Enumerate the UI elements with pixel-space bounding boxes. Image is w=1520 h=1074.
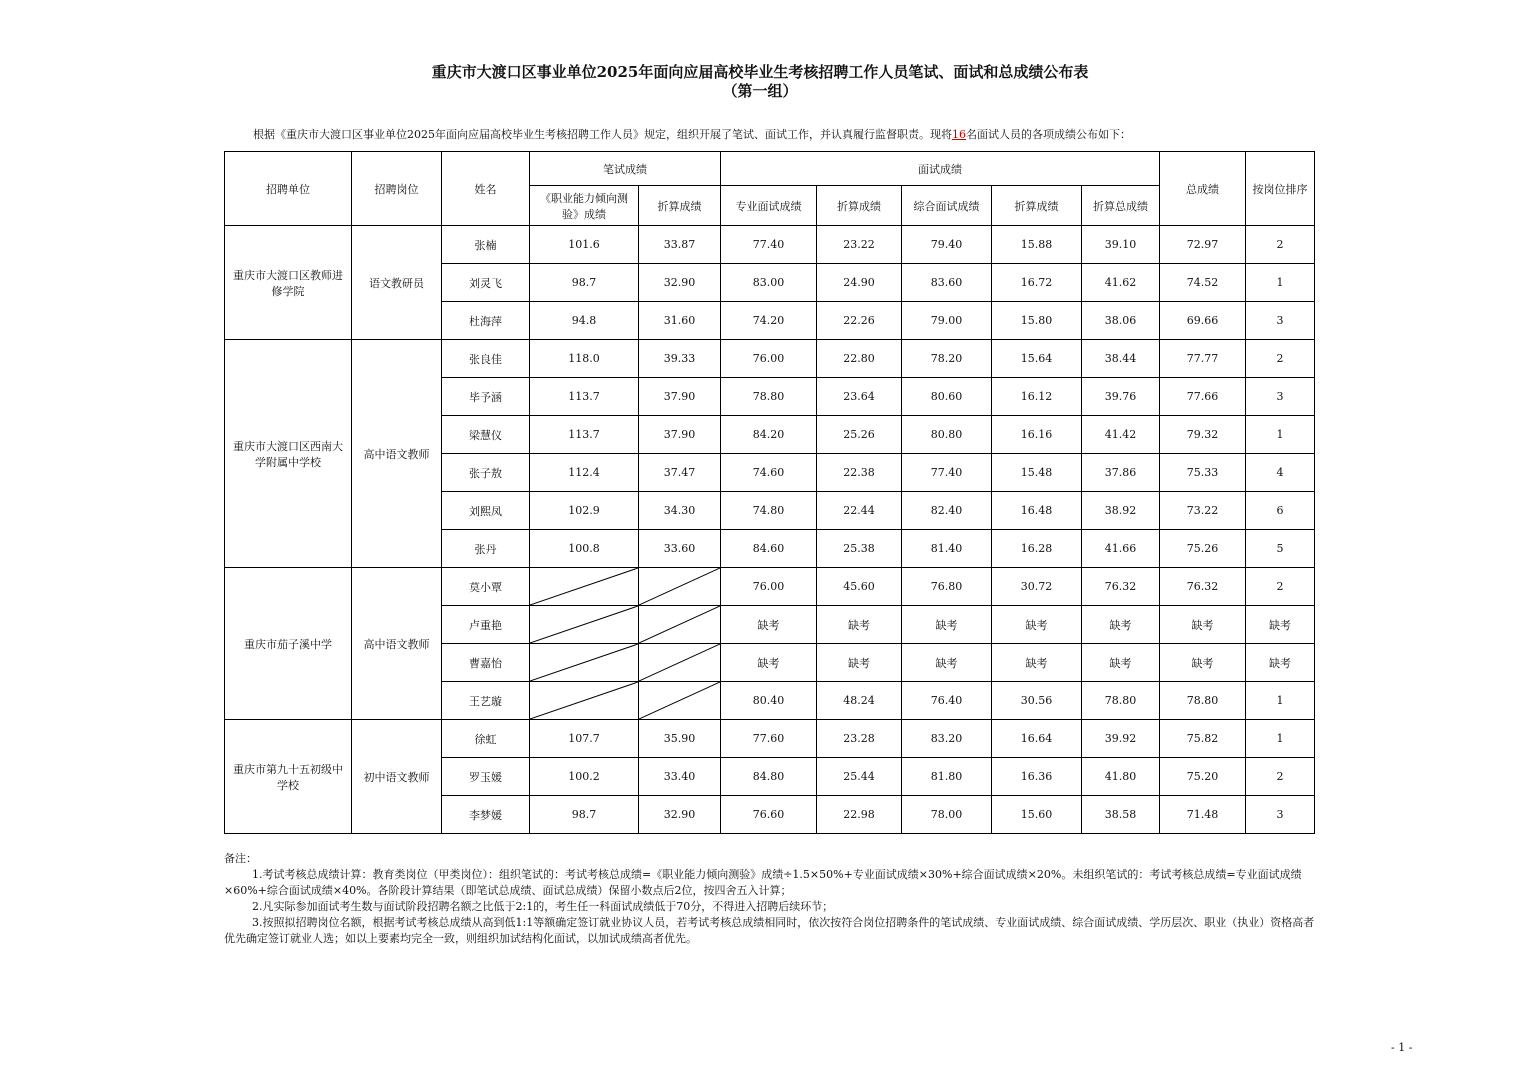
rank-cell: 2 xyxy=(1246,568,1315,606)
comprehensive-converted-cell: 16.28 xyxy=(992,530,1082,568)
comprehensive-converted-cell: 16.72 xyxy=(992,264,1082,302)
comprehensive-score-cell: 79.40 xyxy=(902,226,992,264)
comprehensive-score-cell: 缺考 xyxy=(902,644,992,682)
name-cell: 徐虹 xyxy=(442,720,530,758)
written-converted-cell: 32.90 xyxy=(639,796,721,834)
comprehensive-converted-cell: 30.72 xyxy=(992,568,1082,606)
comprehensive-converted-cell: 15.60 xyxy=(992,796,1082,834)
rank-cell: 5 xyxy=(1246,530,1315,568)
comprehensive-score-cell: 76.40 xyxy=(902,682,992,720)
name-cell: 张丹 xyxy=(442,530,530,568)
written-score-cell: 98.7 xyxy=(530,264,639,302)
written-score-cell: 113.7 xyxy=(530,416,639,454)
name-cell: 曹嘉怡 xyxy=(442,644,530,682)
comprehensive-converted-cell: 16.64 xyxy=(992,720,1082,758)
unit-cell: 重庆市第九十五初级中学校 xyxy=(225,720,352,834)
interview-total-cell: 37.86 xyxy=(1082,454,1160,492)
comprehensive-score-cell: 82.40 xyxy=(902,492,992,530)
professional-converted-cell: 23.64 xyxy=(817,378,902,416)
professional-score-cell: 80.40 xyxy=(721,682,817,720)
diagonal-slash-icon xyxy=(639,644,720,681)
total-score-cell: 缺考 xyxy=(1160,606,1246,644)
intro-before: 根据《重庆市大渡口区事业单位2025年面向应届高校毕业生考核招聘工作人员》规定，组织开展了笔试、面试工作，并认真履行监督职责。现将 xyxy=(253,128,952,141)
diagonal-slash-icon xyxy=(639,606,720,643)
professional-score-cell: 缺考 xyxy=(721,606,817,644)
interview-total-cell: 41.66 xyxy=(1082,530,1160,568)
intro-paragraph xyxy=(253,126,1131,142)
comprehensive-score-cell: 83.60 xyxy=(902,264,992,302)
name-cell: 张楠 xyxy=(442,226,530,264)
diagonal-slash-icon xyxy=(530,606,638,643)
interview-total-cell: 38.92 xyxy=(1082,492,1160,530)
interview-total-cell: 38.06 xyxy=(1082,302,1160,340)
interview-total-cell: 41.62 xyxy=(1082,264,1160,302)
name-cell: 毕予涵 xyxy=(442,378,530,416)
rank-cell: 2 xyxy=(1246,226,1315,264)
note-1: 1.考试考核总成绩计算：教育类岗位（甲类岗位）：组织笔试的：考试考核总成绩=《职业能力倾向测验》成绩÷1.5×50%+专业面试成绩×30%+综合面试成绩×20%。未组织笔试的：考试考核总成绩=专业面试成绩×60%+综合面试成绩×40%。各阶段计算结果（即笔试总成绩、面试总成绩）保留小数点后2位，按四舍五入计算； xyxy=(224,868,1302,897)
written-score-cell: 113.7 xyxy=(530,378,639,416)
professional-score-cell: 76.00 xyxy=(721,568,817,606)
written-converted-cell: 37.90 xyxy=(639,378,721,416)
interview-total-cell: 39.92 xyxy=(1082,720,1160,758)
written-score-cell: 101.6 xyxy=(530,226,639,264)
written-converted-cell: 33.60 xyxy=(639,530,721,568)
written-score-cell: 100.8 xyxy=(530,530,639,568)
name-cell: 张子敖 xyxy=(442,454,530,492)
diagonal-slash-icon xyxy=(639,682,720,719)
interview-total-cell: 缺考 xyxy=(1082,644,1160,682)
total-score-cell: 75.26 xyxy=(1160,530,1246,568)
unit-cell: 重庆市大渡口区西南大学附属中学校 xyxy=(225,340,352,568)
professional-converted-cell: 22.44 xyxy=(817,492,902,530)
written-score-cell: 98.7 xyxy=(530,796,639,834)
header-written-converted: 折算成绩 xyxy=(639,186,721,226)
comprehensive-score-cell: 80.80 xyxy=(902,416,992,454)
intro-after: 名面试人员的各项成绩公布如下： xyxy=(966,128,1131,141)
header-professional-score: 专业面试成绩 xyxy=(721,186,817,226)
diagonal-slash-icon xyxy=(530,644,638,681)
written-converted-cell: 35.90 xyxy=(639,720,721,758)
professional-converted-cell: 缺考 xyxy=(817,644,902,682)
rank-cell: 3 xyxy=(1246,796,1315,834)
written-score-slash-cell xyxy=(530,644,639,682)
comprehensive-score-cell: 80.60 xyxy=(902,378,992,416)
written-converted-cell: 33.40 xyxy=(639,758,721,796)
rank-cell: 缺考 xyxy=(1246,606,1315,644)
total-score-cell: 79.32 xyxy=(1160,416,1246,454)
written-converted-cell: 37.90 xyxy=(639,416,721,454)
total-score-cell: 75.82 xyxy=(1160,720,1246,758)
comprehensive-converted-cell: 15.48 xyxy=(992,454,1082,492)
professional-score-cell: 77.40 xyxy=(721,226,817,264)
page-title: 重庆市大渡口区事业单位2025年面向应届高校毕业生考核招聘工作人员笔试、面试和总成绩公布表 xyxy=(431,63,1089,81)
name-cell: 刘灵飞 xyxy=(442,264,530,302)
note-3: 3.按照拟招聘岗位名额，根据考试考核总成绩从高到低1:1等额确定签订就业协议人员，若考试考核总成绩相同时，依次按符合岗位招聘条件的笔试成绩、专业面试成绩、综合面试成绩、学历层次、职业（执业）资格高者优先确定签订就业人选；如以上要素均完全一致，则组织加试结构化面试，以加试成绩高者优先。 xyxy=(224,916,1315,945)
total-score-cell: 73.22 xyxy=(1160,492,1246,530)
page-number: - 1 - xyxy=(1391,1041,1413,1054)
total-score-cell: 74.52 xyxy=(1160,264,1246,302)
professional-score-cell: 84.20 xyxy=(721,416,817,454)
post-cell: 初中语文教师 xyxy=(352,720,442,834)
written-score-slash-cell xyxy=(530,606,639,644)
header-unit: 招聘单位 xyxy=(225,152,352,226)
unit-cell: 重庆市大渡口区教师进修学院 xyxy=(225,226,352,340)
rank-cell: 6 xyxy=(1246,492,1315,530)
header-written: 笔试成绩 xyxy=(530,152,721,186)
score-table xyxy=(224,151,1315,834)
rank-cell: 1 xyxy=(1246,416,1315,454)
interview-total-cell: 78.80 xyxy=(1082,682,1160,720)
note-2: 2.凡实际参加面试考生数与面试阶段招聘名额之比低于2:1的，考生任一科面试成绩低于70分，不得进入招聘后续环节； xyxy=(252,900,834,913)
written-converted-slash-cell xyxy=(639,682,721,720)
notes-heading: 备注： xyxy=(224,852,257,865)
written-converted-cell: 37.47 xyxy=(639,454,721,492)
table-row xyxy=(225,340,1315,378)
comprehensive-converted-cell: 30.56 xyxy=(992,682,1082,720)
interview-total-cell: 38.44 xyxy=(1082,340,1160,378)
rank-cell: 3 xyxy=(1246,302,1315,340)
comprehensive-converted-cell: 16.12 xyxy=(992,378,1082,416)
comprehensive-score-cell: 81.80 xyxy=(902,758,992,796)
professional-converted-cell: 22.26 xyxy=(817,302,902,340)
name-cell: 梁慧仪 xyxy=(442,416,530,454)
comprehensive-score-cell: 78.00 xyxy=(902,796,992,834)
name-cell: 卢重艳 xyxy=(442,606,530,644)
name-cell: 张良佳 xyxy=(442,340,530,378)
comprehensive-score-cell: 77.40 xyxy=(902,454,992,492)
unit-cell: 重庆市茄子溪中学 xyxy=(225,568,352,720)
comprehensive-converted-cell: 缺考 xyxy=(992,606,1082,644)
written-score-cell: 118.0 xyxy=(530,340,639,378)
name-cell: 刘熙凤 xyxy=(442,492,530,530)
professional-score-cell: 74.20 xyxy=(721,302,817,340)
header-comprehensive-score: 综合面试成绩 xyxy=(902,186,992,226)
professional-converted-cell: 25.26 xyxy=(817,416,902,454)
written-converted-cell: 33.87 xyxy=(639,226,721,264)
written-converted-cell: 31.60 xyxy=(639,302,721,340)
name-cell: 罗玉媛 xyxy=(442,758,530,796)
professional-converted-cell: 48.24 xyxy=(817,682,902,720)
diagonal-slash-icon xyxy=(639,568,720,605)
total-score-cell: 76.32 xyxy=(1160,568,1246,606)
page-subtitle: （第一组） xyxy=(722,82,798,100)
interview-total-cell: 76.32 xyxy=(1082,568,1160,606)
header-rank: 按岗位排序 xyxy=(1246,152,1315,226)
professional-converted-cell: 23.28 xyxy=(817,720,902,758)
professional-score-cell: 缺考 xyxy=(721,644,817,682)
comprehensive-converted-cell: 缺考 xyxy=(992,644,1082,682)
post-cell: 高中语文教师 xyxy=(352,340,442,568)
header-post: 招聘岗位 xyxy=(352,152,442,226)
professional-converted-cell: 25.38 xyxy=(817,530,902,568)
rank-cell: 1 xyxy=(1246,720,1315,758)
written-converted-cell: 32.90 xyxy=(639,264,721,302)
total-score-cell: 77.66 xyxy=(1160,378,1246,416)
professional-converted-cell: 22.98 xyxy=(817,796,902,834)
rank-cell: 缺考 xyxy=(1246,644,1315,682)
professional-converted-cell: 22.38 xyxy=(817,454,902,492)
name-cell: 杜海萍 xyxy=(442,302,530,340)
total-score-cell: 78.80 xyxy=(1160,682,1246,720)
professional-score-cell: 84.60 xyxy=(721,530,817,568)
header-interview-total: 折算总成绩 xyxy=(1082,186,1160,226)
written-score-cell: 94.8 xyxy=(530,302,639,340)
name-cell: 李梦媛 xyxy=(442,796,530,834)
written-converted-slash-cell xyxy=(639,606,721,644)
header-written-score: 《职业能力倾向测验》成绩 xyxy=(530,186,639,226)
total-score-cell: 75.33 xyxy=(1160,454,1246,492)
written-score-cell: 107.7 xyxy=(530,720,639,758)
professional-score-cell: 84.80 xyxy=(721,758,817,796)
header-professional-converted: 折算成绩 xyxy=(817,186,902,226)
comprehensive-score-cell: 76.80 xyxy=(902,568,992,606)
total-score-cell: 77.77 xyxy=(1160,340,1246,378)
rank-cell: 3 xyxy=(1246,378,1315,416)
professional-score-cell: 78.80 xyxy=(721,378,817,416)
post-cell: 语文教研员 xyxy=(352,226,442,340)
written-score-slash-cell xyxy=(530,682,639,720)
comprehensive-converted-cell: 15.88 xyxy=(992,226,1082,264)
header-name: 姓名 xyxy=(442,152,530,226)
comprehensive-converted-cell: 16.48 xyxy=(992,492,1082,530)
written-score-cell: 102.9 xyxy=(530,492,639,530)
professional-converted-cell: 缺考 xyxy=(817,606,902,644)
professional-converted-cell: 23.22 xyxy=(817,226,902,264)
written-score-cell: 112.4 xyxy=(530,454,639,492)
professional-converted-cell: 45.60 xyxy=(817,568,902,606)
name-cell: 王艺璇 xyxy=(442,682,530,720)
written-converted-cell: 39.33 xyxy=(639,340,721,378)
professional-score-cell: 74.80 xyxy=(721,492,817,530)
comprehensive-score-cell: 缺考 xyxy=(902,606,992,644)
total-score-cell: 75.20 xyxy=(1160,758,1246,796)
comprehensive-converted-cell: 16.36 xyxy=(992,758,1082,796)
interview-total-cell: 39.76 xyxy=(1082,378,1160,416)
intro-count: 16 xyxy=(952,128,966,141)
comprehensive-converted-cell: 16.16 xyxy=(992,416,1082,454)
professional-score-cell: 74.60 xyxy=(721,454,817,492)
written-score-slash-cell xyxy=(530,568,639,606)
comprehensive-score-cell: 83.20 xyxy=(902,720,992,758)
written-score-cell: 100.2 xyxy=(530,758,639,796)
interview-total-cell: 缺考 xyxy=(1082,606,1160,644)
comprehensive-score-cell: 78.20 xyxy=(902,340,992,378)
header-total: 总成绩 xyxy=(1160,152,1246,226)
comprehensive-score-cell: 81.40 xyxy=(902,530,992,568)
written-converted-slash-cell xyxy=(639,568,721,606)
rank-cell: 4 xyxy=(1246,454,1315,492)
professional-score-cell: 76.60 xyxy=(721,796,817,834)
rank-cell: 2 xyxy=(1246,340,1315,378)
table-row xyxy=(225,720,1315,758)
rank-cell: 2 xyxy=(1246,758,1315,796)
interview-total-cell: 38.58 xyxy=(1082,796,1160,834)
interview-total-cell: 41.80 xyxy=(1082,758,1160,796)
diagonal-slash-icon xyxy=(530,568,638,605)
total-score-cell: 71.48 xyxy=(1160,796,1246,834)
rank-cell: 1 xyxy=(1246,264,1315,302)
comprehensive-converted-cell: 15.80 xyxy=(992,302,1082,340)
professional-score-cell: 77.60 xyxy=(721,720,817,758)
comprehensive-score-cell: 79.00 xyxy=(902,302,992,340)
diagonal-slash-icon xyxy=(530,682,638,719)
interview-total-cell: 39.10 xyxy=(1082,226,1160,264)
header-interview: 面试成绩 xyxy=(721,152,1160,186)
table-row xyxy=(225,568,1315,606)
total-score-cell: 72.97 xyxy=(1160,226,1246,264)
notes-section xyxy=(224,851,1316,947)
professional-score-cell: 76.00 xyxy=(721,340,817,378)
total-score-cell: 缺考 xyxy=(1160,644,1246,682)
professional-converted-cell: 22.80 xyxy=(817,340,902,378)
comprehensive-converted-cell: 15.64 xyxy=(992,340,1082,378)
post-cell: 高中语文教师 xyxy=(352,568,442,720)
table-row xyxy=(225,226,1315,264)
professional-converted-cell: 25.44 xyxy=(817,758,902,796)
professional-converted-cell: 24.90 xyxy=(817,264,902,302)
rank-cell: 1 xyxy=(1246,682,1315,720)
header-comprehensive-converted: 折算成绩 xyxy=(992,186,1082,226)
name-cell: 莫小覃 xyxy=(442,568,530,606)
total-score-cell: 69.66 xyxy=(1160,302,1246,340)
written-converted-cell: 34.30 xyxy=(639,492,721,530)
score-table-body xyxy=(225,226,1315,834)
professional-score-cell: 83.00 xyxy=(721,264,817,302)
written-converted-slash-cell xyxy=(639,644,721,682)
interview-total-cell: 41.42 xyxy=(1082,416,1160,454)
